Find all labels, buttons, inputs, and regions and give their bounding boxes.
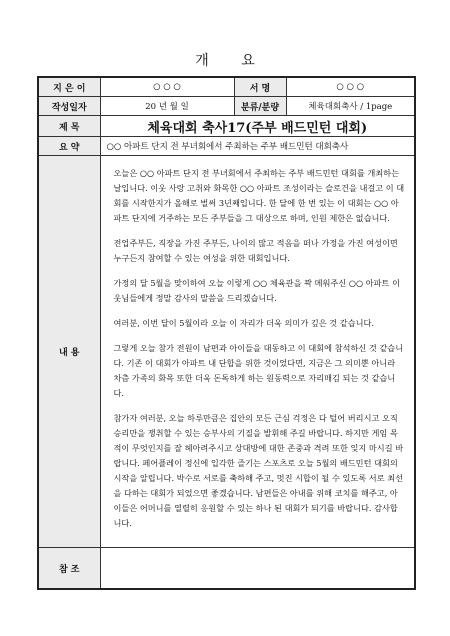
document-title-char: 개 <box>195 53 209 69</box>
subject-value: 체육대회 축사17(주부 배드민턴 대회) <box>100 116 415 137</box>
reference-value <box>100 548 415 590</box>
content-row <box>38 156 415 548</box>
signature-label: 서 명 <box>234 77 286 97</box>
content-paragraph: 그렇게 오늘 참가 전원이 남편과 아이들을 대동하고 이 대회에 참석하신 것 같습니다. 기존 이 대회가 아파트 내 단합을 위한 것이었다면, 지금은 그 의미뿐 아니라 차츰 가족의 화목 또한 더욱 돈독하게 하는 원동력으로 자리매김 되는 것 같습니다. <box>113 343 404 398</box>
reference-label: 참 조 <box>38 548 100 590</box>
author-label: 지 은 이 <box>38 77 100 97</box>
date-value: 20 년 월 일 <box>100 97 234 116</box>
author-row <box>38 77 415 97</box>
category-label: 분류/분량 <box>234 97 286 116</box>
content-paragraph: 참가자 여러분, 오늘 하루만큼은 집안의 모든 근심 걱정은 다 털어 버리시고 오직 승리만을 쟁취할 수 있는 승부사의 기질을 발휘해 주길 바랍니다. 하지만 게임 목적이 무엇인지를 잘 헤아려주시고 상대방에 대한 존중과 격려 또한 잊지 마시길 바랍니다. 페어플레이 정신에 입각한 즐기는 스포츠로 오늘 5월의 배드민턴 대회의 시작을 알립니다. 박수로 서로를 축하해 주고, 멋진 시합이 될 수 있도록 서로 최선을 다하는 대회가 되었으면 좋겠습니다. 남편들은 아내를 위해 코치를 해주고, 아이들은 어머니를 열렬히 응원할 수 있는 하나 된 대회가 되기를 바랍니다. 감사합니다. <box>113 413 404 528</box>
summary-label: 요 약 <box>38 137 100 156</box>
author-value: ○ ○ ○ <box>100 77 234 97</box>
category-value: 체육대회축사 / 1page <box>286 97 415 116</box>
document-title <box>0 50 450 70</box>
summary-form-table <box>37 76 416 590</box>
summary-value: ○○ 아파트 단지 전 부녀회에서 주최하는 주부 배드민턴 대회축사 <box>100 137 415 156</box>
content-paragraph: 가정의 달 5월을 맞이하여 오늘 이렇게 ○○ 체육관을 꽉 메워주신 ○○ 아파트 이웃님들에게 정말 감사의 말씀을 드리겠습니다. <box>113 278 400 303</box>
subject-label: 제 목 <box>38 116 100 137</box>
content-paragraph: 오늘은 ○○ 아파트 단지 전 부녀회에서 주최하는 주부 배드민턴 대회를 개최하는 날입니다. 이웃 사랑 고취와 화목한 ○○ 아파트 조성이라는 슬로건을 내걸고 이 대회를 시작한지가 올해로 벌써 3년째입니다. 한 달에 한 번 있는 이 대회는 ○○ 아파트 단지에 거주하는 모든 주부들을 그 대상으로 하며, 인원 제한은 없습니다. <box>113 168 405 223</box>
date-row <box>38 97 415 116</box>
content-paragraph: 여러분, 이번 달이 5월이라 오늘 이 자리가 더욱 의미가 깊은 것 같습니다. <box>113 318 374 328</box>
date-label: 작성일자 <box>38 97 100 116</box>
subject-row <box>38 116 415 137</box>
document-title-char: 요 <box>241 53 255 69</box>
content-body <box>100 156 415 548</box>
content-paragraph: 전업주부든, 직장을 가진 주부든, 나이의 많고 적음을 떠나 가정을 가진 여성이면 누구든지 참여할 수 있는 여성을 위한 대회입니다. <box>113 238 398 263</box>
reference-row <box>38 548 415 590</box>
signature-value: ○ ○ ○ <box>286 77 415 97</box>
summary-row <box>38 137 415 156</box>
content-label: 내 용 <box>38 156 100 548</box>
